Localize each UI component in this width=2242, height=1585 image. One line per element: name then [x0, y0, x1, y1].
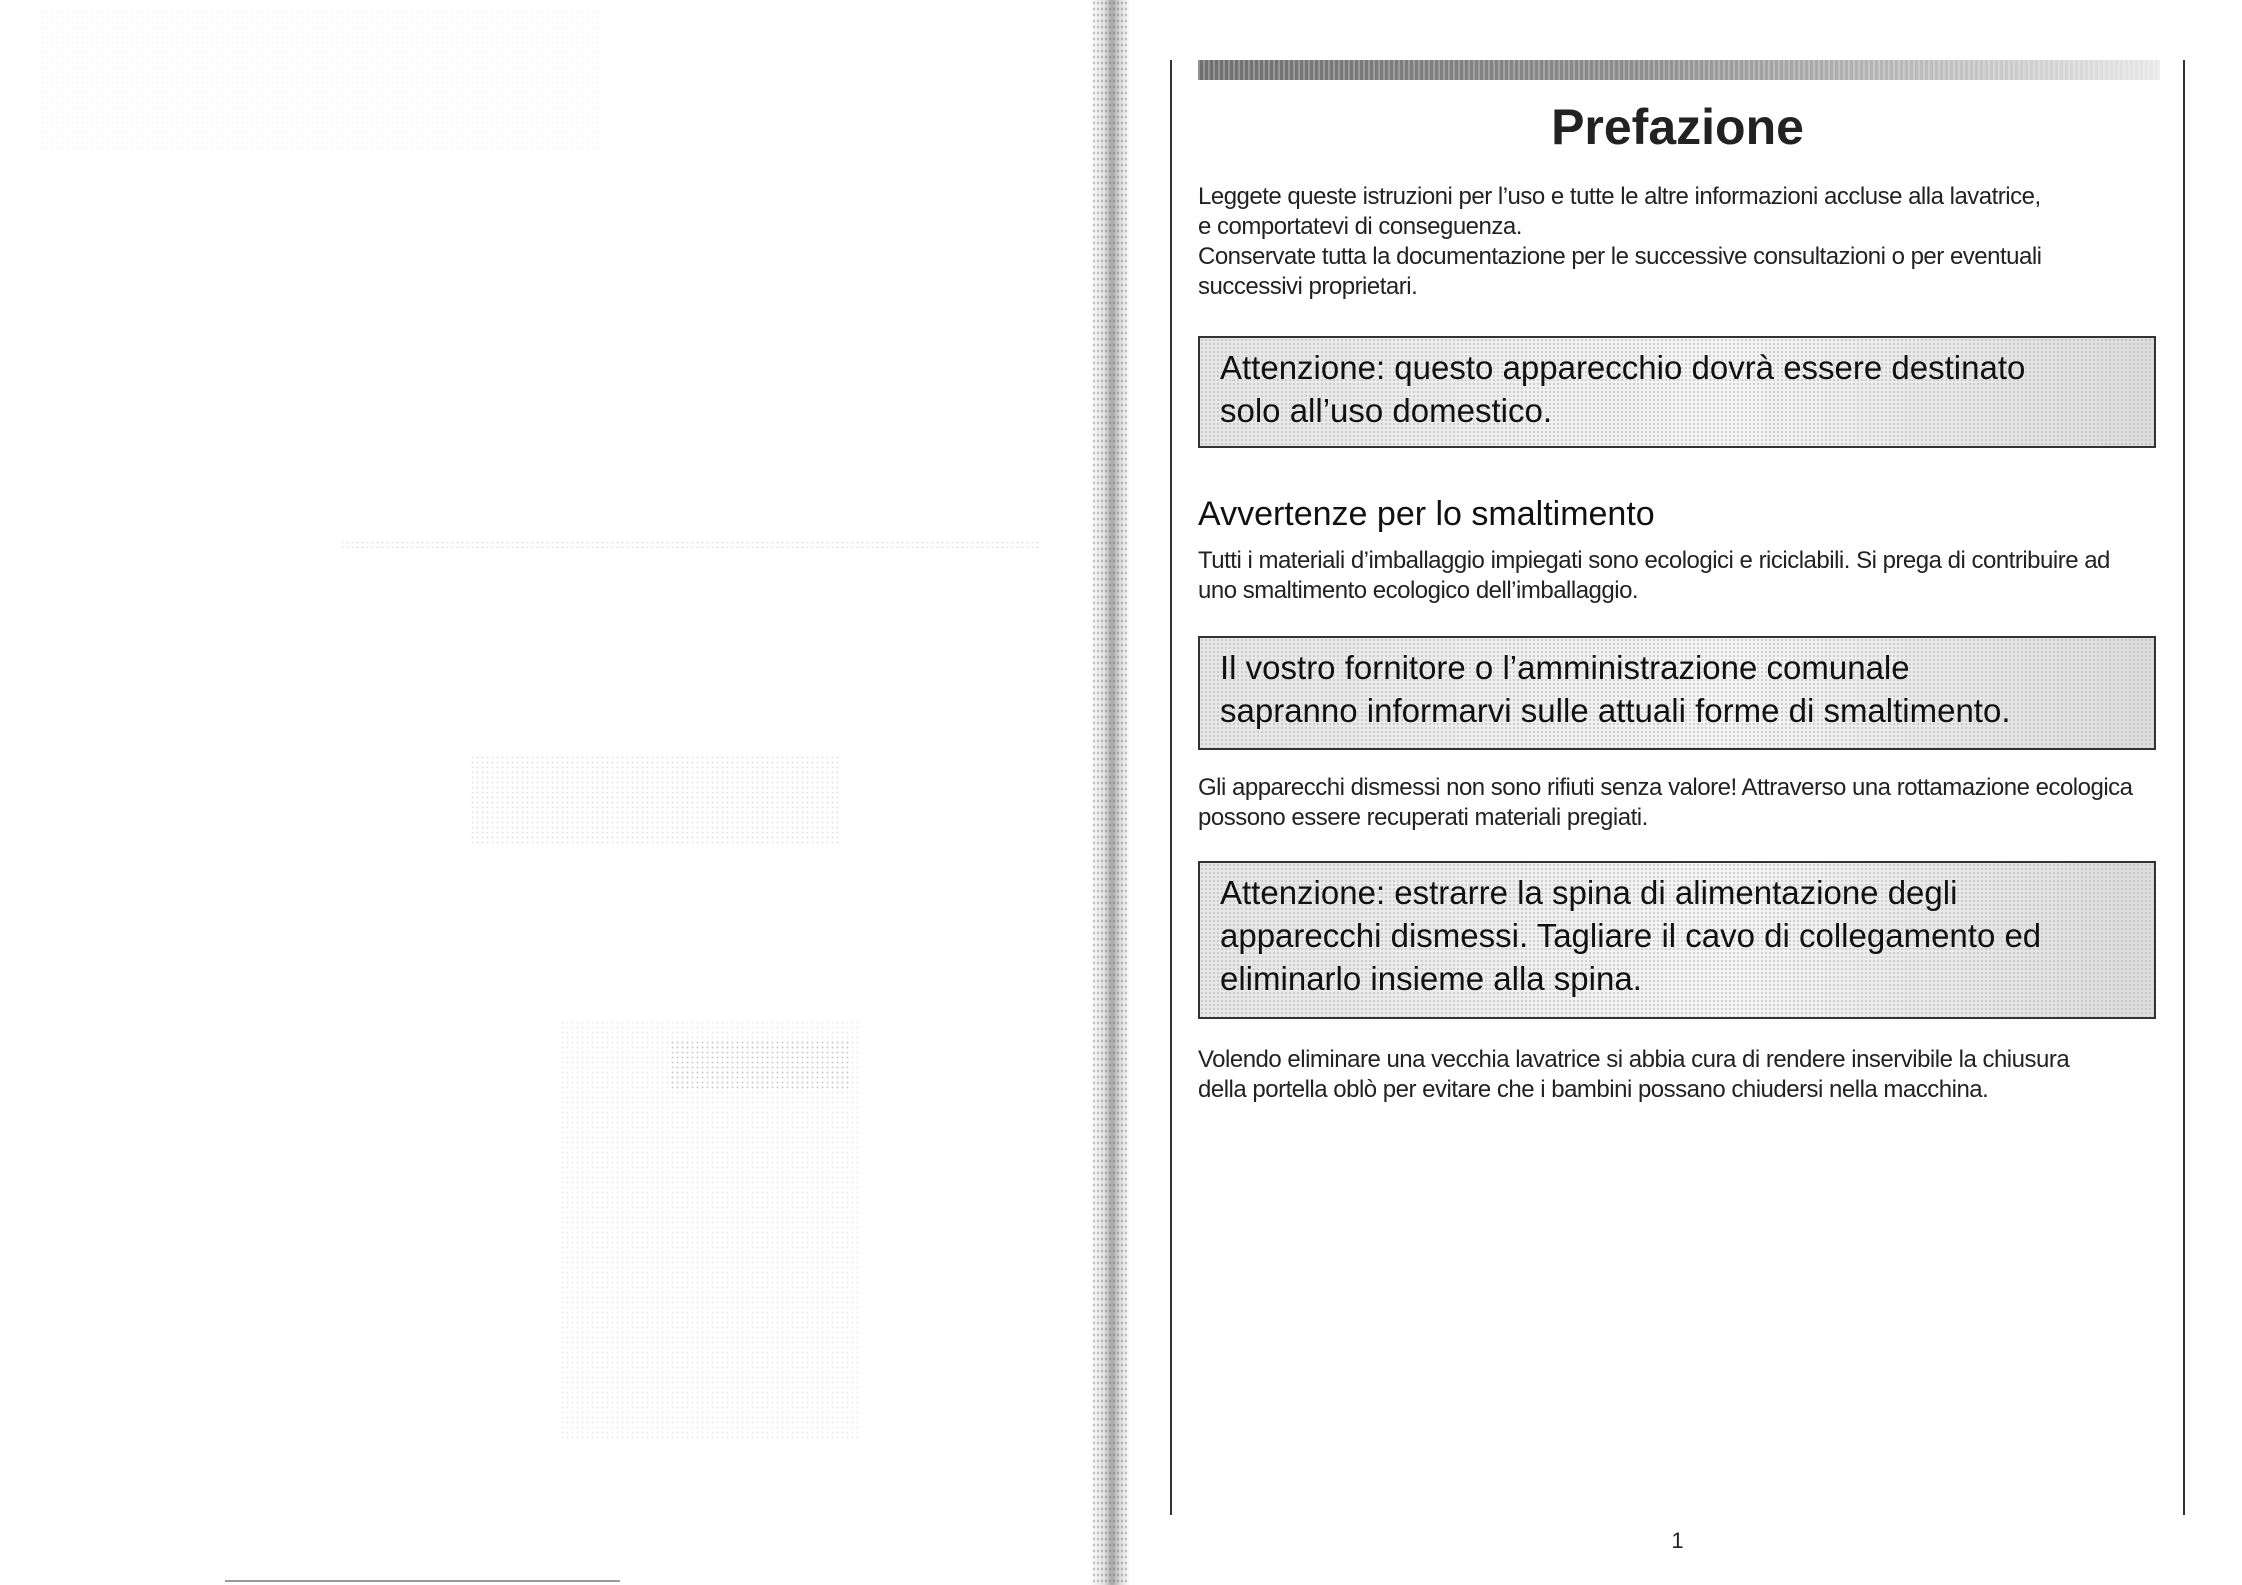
disposal-paragraph: [1198, 546, 2148, 606]
domestic-use-warning-box: [1198, 336, 2156, 448]
text-line: Conservate tutta la documentazione per le successive consultazioni o per eventuali: [1198, 243, 2042, 270]
text-line: della portella oblò per evitare che i bambini possano chiudersi nella macchina.: [1198, 1076, 1989, 1103]
warning-line: Attenzione: questo apparecchio dovrà essere destinato: [1220, 349, 2026, 386]
warning-line: Attenzione: estrarre la spina di alimentazione degli: [1220, 874, 1958, 911]
text-line: uno smaltimento ecologico dell’imballaggio.: [1198, 577, 1639, 604]
text-line: successivi proprietari.: [1198, 273, 1418, 300]
text-line: Leggete queste istruzioni per l’uso e tutte le altre informazioni accluse alla lavatrice,: [1198, 183, 2041, 210]
book-spine-texture: [1092, 0, 1128, 1585]
intro-paragraph: [1198, 182, 2148, 302]
scan-noise: [670, 1040, 850, 1090]
warning-line: eliminarlo insieme alla spina.: [1220, 960, 1642, 997]
warning-line: sapranno informarvi sulle attuali forme di smaltimento.: [1220, 692, 2011, 729]
page-number: 1: [1671, 1528, 1684, 1553]
scan-noise: [340, 540, 1040, 548]
scan-noise: [40, 10, 600, 150]
warning-line: Il vostro fornitore o l’amministrazione comunale: [1220, 649, 1910, 686]
page-title: Prefazione: [1551, 99, 1804, 155]
text-line: e comportatevi di conseguenza.: [1198, 213, 1522, 240]
warning-line: apparecchi dismessi. Tagliare il cavo di collegamento ed: [1220, 917, 2042, 954]
left-blank-page: [0, 0, 1120, 1585]
disposal-heading: Avvertenze per lo smaltimento: [1198, 495, 1655, 533]
right-content-page: [1170, 60, 2185, 1553]
warning-line: solo all’uso domestico.: [1220, 392, 1552, 429]
text-line: possono essere recuperati materiali pregiati.: [1198, 804, 1648, 831]
plug-removal-warning-box: [1198, 861, 2156, 1019]
supplier-info-box: [1198, 636, 2156, 750]
text-line: Gli apparecchi dismessi non sono rifiuti senza valore! Attraverso una rottamazione ecologica: [1198, 774, 2133, 801]
text-line: Volendo eliminare una vecchia lavatrice si abbia cura di rendere inservibile la chiusura: [1198, 1046, 2070, 1073]
valuable-materials-paragraph: [1198, 773, 2148, 833]
text-line: Tutti i materiali d’imballaggio impiegati sono ecologici e riciclabili. Si prega di contribuire ad: [1198, 547, 2110, 574]
scan-noise: [470, 755, 840, 845]
door-lock-paragraph: [1198, 1045, 2148, 1105]
page-edge-rule: [225, 1580, 620, 1582]
header-decorative-bar: [1198, 60, 2160, 80]
